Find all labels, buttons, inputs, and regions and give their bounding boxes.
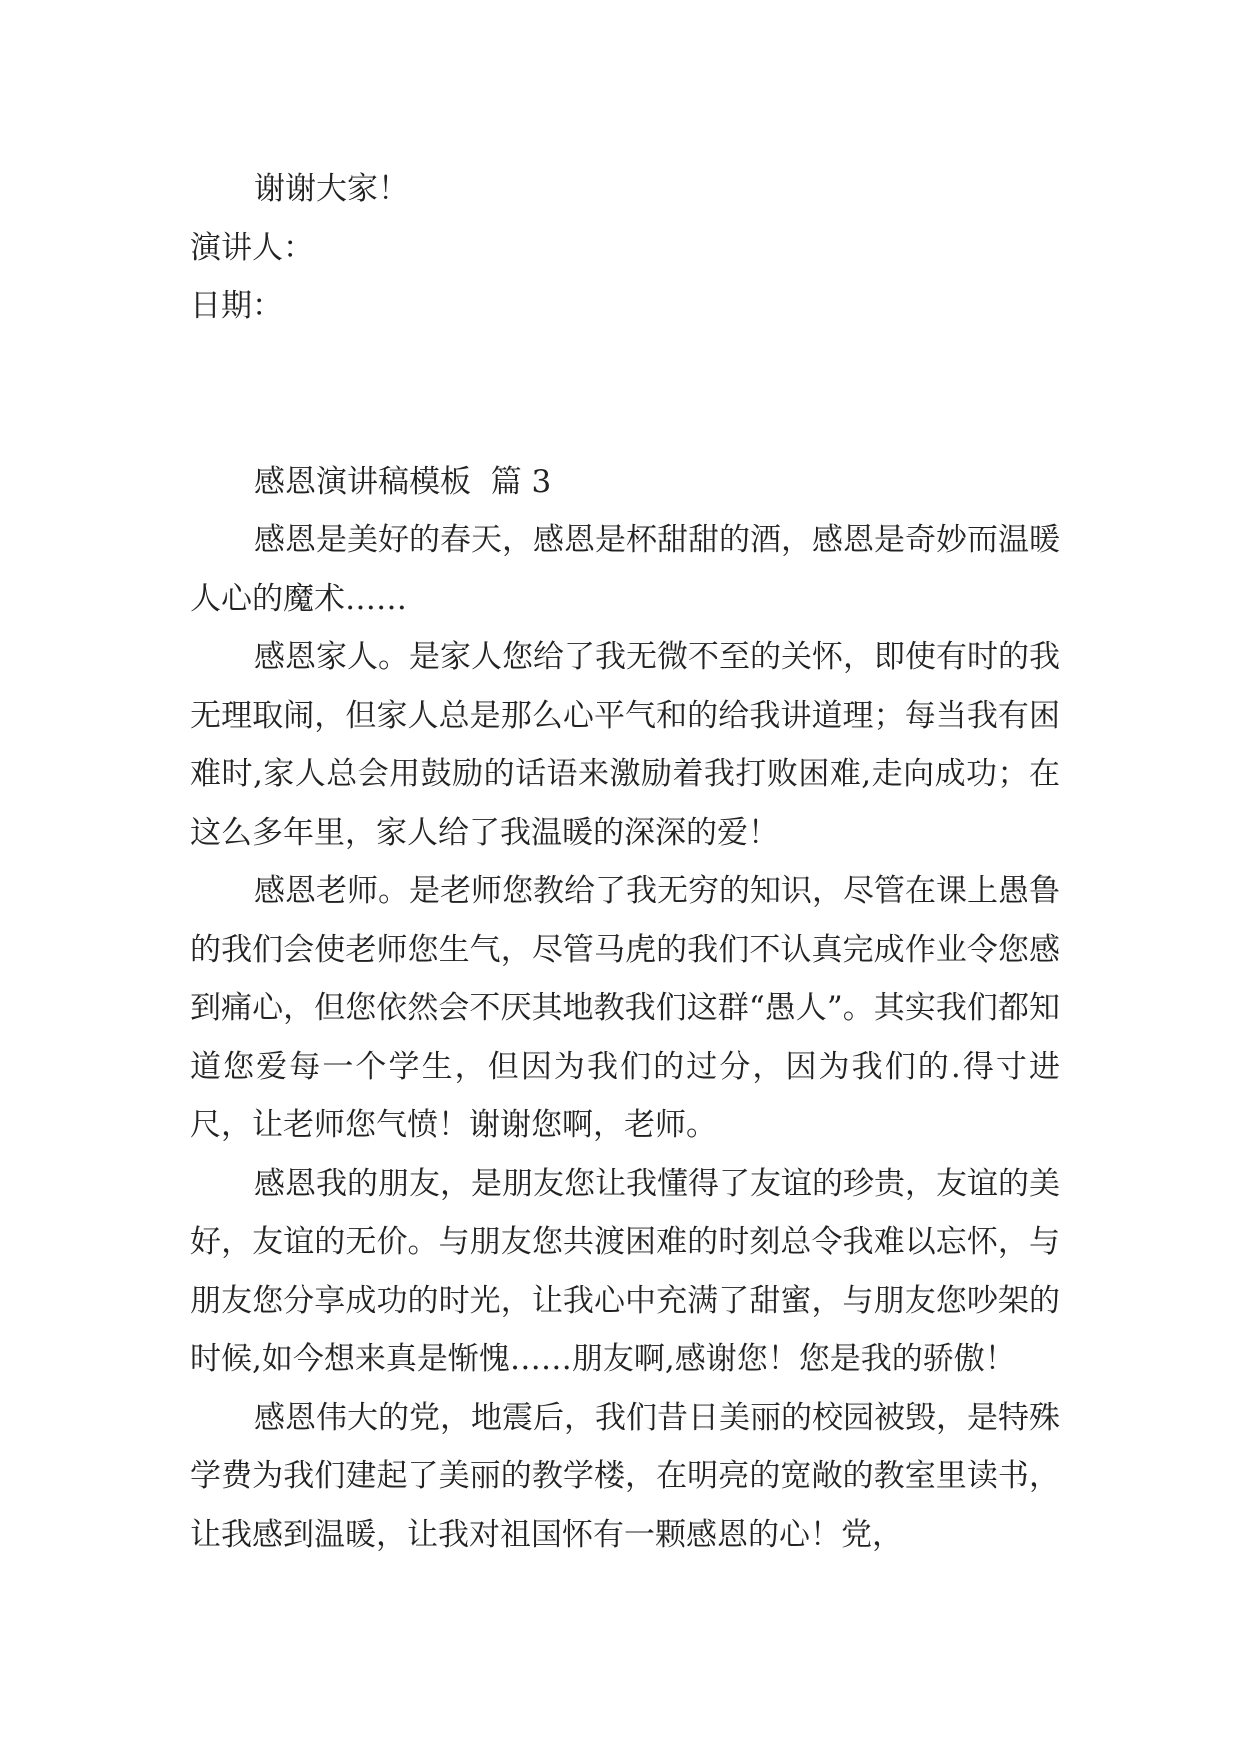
- paragraph-friend: 感恩我的朋友，是朋友您让我懂得了友谊的珍贵，友谊的美好，友谊的无价。与朋友您共渡困难的时刻总令我难以忘怀，与朋友您分享成功的时光，让我心中充满了甜蜜，与朋友您吵架的时候,如今想来真是惭愧……朋友啊,感谢您！您是我的骄傲！: [190, 1165, 1060, 1377]
- closing-thanks: 谢谢大家！: [254, 171, 409, 207]
- section-title: 感恩演讲稿模板 篇 3: [254, 463, 552, 500]
- paragraph-party: 感恩伟大的党，地震后，我们昔日美丽的校园被毁，是特殊学费为我们建起了美丽的教学楼，在明亮的宽敞的教室里读书，让我感到温暖，让我对祖国怀有一颗感恩的心！党，: [190, 1399, 1060, 1553]
- paragraph-family: 感恩家人。是家人您给了我无微不至的关怀，即使有时的我无理取闹，但家人总是那么心平气和的给我讲道理；每当我有困难时,家人总会用鼓励的话语来激励着我打败困难,走向成功；在这么多年里，家人给了我温暖的深深的爱！: [190, 639, 1060, 851]
- section-spacer: [190, 336, 1060, 453]
- document-body: [190, 160, 1060, 1564]
- date-label: 日期：: [190, 288, 283, 324]
- paragraph-teacher: 感恩老师。是老师您教给了我无穷的知识，尽管在课上愚鲁的我们会使老师您生气，尽管马虎的我们不认真完成作业令您感到痛心，但您依然会不厌其地教我们这群“愚人”。其实我们都知道您爱每一个学生，但因为我们的过分，因为我们的.得寸进尺，让老师您气愤！谢谢您啊，老师。: [190, 873, 1060, 1143]
- speaker-label: 演讲人：: [190, 229, 314, 266]
- paragraph-intro: 感恩是美好的春天，感恩是杯甜甜的酒，感恩是奇妙而温暖人心的魔术……: [190, 522, 1060, 617]
